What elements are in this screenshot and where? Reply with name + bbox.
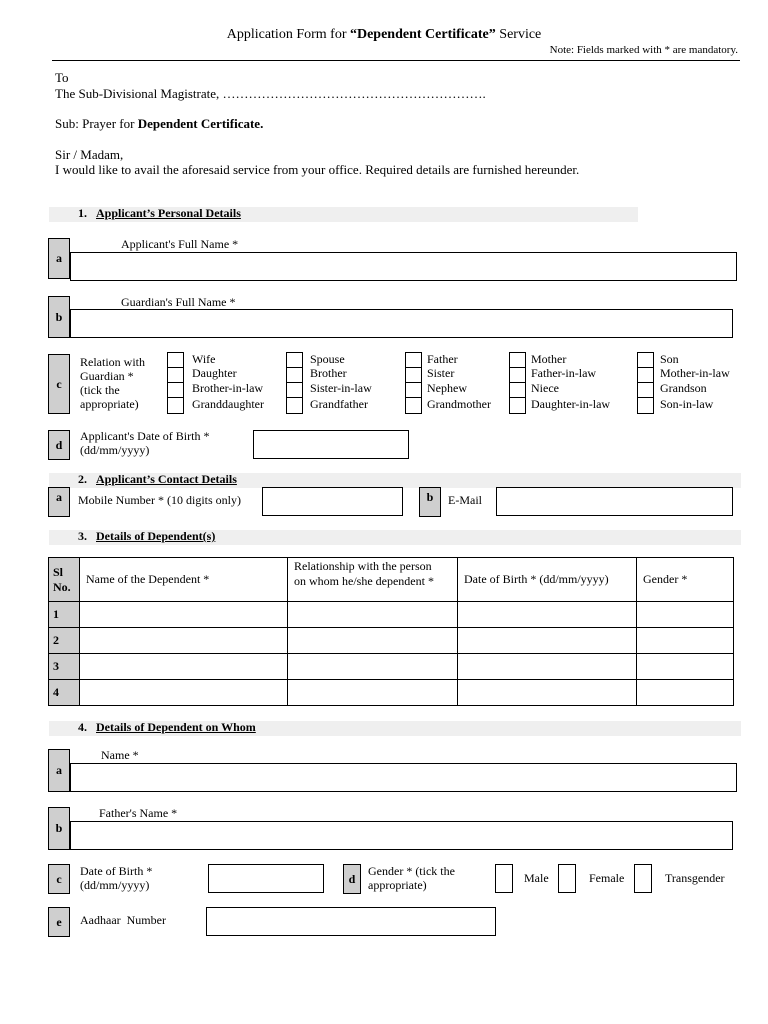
aadhaar-label: Aadhaar Number: [80, 913, 166, 927]
section1-heading: [78, 206, 241, 221]
guardian-full-name-field[interactable]: [70, 309, 733, 338]
col-header-gender: Gender *: [637, 558, 734, 602]
item-tag-2b: b: [419, 487, 441, 517]
item-tag-1d: d: [48, 430, 70, 460]
section4-title: Details of Dependent on Whom: [96, 720, 256, 734]
col-header-no: No.: [53, 579, 71, 594]
gender-label-line2: appropriate): [368, 878, 427, 892]
relation-option-mother-in-law: Mother-in-law: [660, 366, 730, 380]
email-field[interactable]: [496, 487, 733, 516]
applicant-name-label: Applicant's Full Name *: [121, 237, 239, 251]
item-tag-4a: a: [48, 749, 70, 792]
row-number: 4: [49, 680, 80, 706]
relation-checkbox-son-in-law[interactable]: [637, 397, 654, 414]
header-rule: [52, 60, 740, 61]
guardian-name-label: Guardian's Full Name *: [121, 295, 236, 309]
dependent-gender-cell[interactable]: [637, 628, 734, 654]
letter-addressee: The Sub-Divisional Magistrate, …………………………………………………….: [55, 86, 486, 101]
form-title-suffix: Service: [495, 27, 542, 42]
relation-label-line3: (tick the: [80, 383, 120, 397]
supporter-dob-label-line1: Date of Birth *: [80, 864, 153, 878]
item-tag-4d: d: [343, 864, 361, 894]
row-number: 2: [49, 628, 80, 654]
row-number: 1: [49, 602, 80, 628]
relation-option-brother-in-law: Brother-in-law: [192, 381, 264, 395]
dependents-header-row: [49, 558, 734, 602]
relation-option-daughter-in-law: Daughter-in-law: [531, 397, 611, 411]
col-header-dob: Date of Birth * (dd/mm/yyyy): [458, 558, 637, 602]
dependent-name-cell[interactable]: [80, 680, 288, 706]
section2-number: 2.: [78, 472, 87, 486]
item-tag-1b: b: [48, 296, 70, 338]
relation-checkbox-grandfather[interactable]: [286, 397, 303, 414]
form-title: [0, 27, 768, 43]
gender-option-female: Female: [589, 871, 625, 885]
table-row: [49, 680, 734, 706]
section1-number: 1.: [78, 206, 87, 220]
col-header-relationship-line1: Relationship with the person: [294, 559, 432, 573]
letter-to: To: [55, 70, 69, 85]
dependent-relationship-cell[interactable]: [288, 680, 458, 706]
section2-title: Applicant’s Contact Details: [96, 472, 237, 486]
dependent-dob-cell[interactable]: [458, 628, 637, 654]
relation-option-son-in-law: Son-in-law: [660, 397, 714, 411]
letter-subject: [55, 117, 263, 132]
relation-option-grandfather: Grandfather: [310, 397, 368, 411]
relation-option-daughter: Daughter: [192, 366, 237, 380]
dob-label-line2: (dd/mm/yyyy): [80, 443, 150, 457]
table-row: [49, 628, 734, 654]
relation-option-wife: Wife: [192, 352, 216, 366]
supporter-dob-label-line2: (dd/mm/yyyy): [80, 878, 150, 892]
item-tag-2a: a: [48, 487, 70, 517]
item-tag-1c: c: [48, 354, 70, 414]
col-header-name: Name of the Dependent *: [80, 558, 288, 602]
relation-option-father-in-law: Father-in-law: [531, 366, 597, 380]
gender-option-transgender: Transgender: [665, 871, 725, 885]
dependent-name-cell[interactable]: [80, 602, 288, 628]
relation-option-brother: Brother: [310, 366, 347, 380]
dependent-gender-cell[interactable]: [637, 602, 734, 628]
relation-option-spouse: Spouse: [310, 352, 345, 366]
subject-bold: Dependent Certificate.: [137, 116, 264, 131]
supporter-dob-field[interactable]: [208, 864, 324, 893]
relation-option-mother: Mother: [531, 352, 567, 366]
gender-checkbox-female[interactable]: [558, 864, 576, 893]
section4-heading: [78, 720, 256, 735]
relation-option-father: Father: [427, 352, 458, 366]
relation-label-line2: Guardian *: [80, 369, 134, 383]
relation-label-line4: appropriate): [80, 397, 139, 411]
dependent-dob-cell[interactable]: [458, 680, 637, 706]
supporter-name-field[interactable]: [70, 763, 737, 792]
gender-label-line1: Gender * (tick the: [368, 864, 455, 878]
section3-number: 3.: [78, 529, 87, 543]
applicant-dob-field[interactable]: [253, 430, 409, 459]
relation-checkbox-grandmother[interactable]: [405, 397, 422, 414]
mobile-number-field[interactable]: [262, 487, 403, 516]
item-tag-4c: c: [48, 864, 70, 894]
section1-title: Applicant’s Personal Details: [96, 206, 241, 220]
col-header-sl-no: [49, 558, 80, 602]
col-header-relationship: [288, 558, 458, 602]
section4-number: 4.: [78, 720, 87, 734]
supporter-father-name-field[interactable]: [70, 821, 733, 850]
dependent-name-cell[interactable]: [80, 654, 288, 680]
col-header-sl: Sl: [53, 564, 64, 579]
dependent-relationship-cell[interactable]: [288, 628, 458, 654]
row-number: 3: [49, 654, 80, 680]
dependent-relationship-cell[interactable]: [288, 602, 458, 628]
item-tag-4b: b: [48, 807, 70, 850]
relation-option-grandson: Grandson: [660, 381, 707, 395]
dependent-relationship-cell[interactable]: [288, 654, 458, 680]
applicant-full-name-field[interactable]: [70, 252, 737, 281]
dependent-name-cell[interactable]: [80, 628, 288, 654]
dependent-dob-cell[interactable]: [458, 654, 637, 680]
table-row: [49, 602, 734, 628]
relation-option-nephew: Nephew: [427, 381, 467, 395]
section3-title: Details of Dependent(s): [96, 529, 216, 543]
section3-heading: [78, 529, 215, 544]
relation-option-niece: Niece: [531, 381, 559, 395]
relation-option-son: Son: [660, 352, 679, 366]
letter-body: I would like to avail the aforesaid service from your office. Required details are furnished hereunder.: [55, 162, 580, 177]
dependent-gender-cell[interactable]: [637, 654, 734, 680]
relation-option-sister-in-law: Sister-in-law: [310, 381, 372, 395]
col-header-relationship-line2: on whom he/she dependent *: [294, 574, 434, 588]
table-row: [49, 654, 734, 680]
gender-checkbox-male[interactable]: [495, 864, 513, 893]
supporter-father-name-label: Father's Name *: [99, 806, 178, 820]
supporter-name-label: Name *: [101, 748, 139, 762]
item-tag-4e: e: [48, 907, 70, 937]
gender-checkbox-transgender[interactable]: [634, 864, 652, 893]
form-title-bold: “Dependent Certificate”: [349, 27, 496, 42]
relation-checkbox-granddaughter[interactable]: [167, 397, 184, 414]
relation-label-line1: Relation with: [80, 355, 145, 369]
section2-heading: [78, 472, 237, 487]
dependent-dob-cell[interactable]: [458, 602, 637, 628]
relation-option-granddaughter: Granddaughter: [192, 397, 264, 411]
mandatory-note: Note: Fields marked with * are mandatory.: [549, 44, 738, 56]
dependent-gender-cell[interactable]: [637, 680, 734, 706]
item-tag-1a: a: [48, 238, 70, 279]
form-title-prefix: Application Form for: [226, 27, 350, 42]
dob-label-line1: Applicant's Date of Birth *: [80, 429, 210, 443]
aadhaar-number-field[interactable]: [206, 907, 496, 936]
dependents-table: [48, 557, 734, 706]
mobile-label: Mobile Number * (10 digits only): [78, 493, 241, 507]
letter-salutation: Sir / Madam,: [55, 147, 124, 162]
gender-option-male: Male: [524, 871, 549, 885]
email-label: E-Mail: [448, 493, 482, 507]
subject-prefix: Sub: Prayer for: [55, 116, 138, 131]
relation-option-grandmother: Grandmother: [427, 397, 491, 411]
relation-checkbox-daughter-in-law[interactable]: [509, 397, 526, 414]
relation-option-sister: Sister: [427, 366, 455, 380]
